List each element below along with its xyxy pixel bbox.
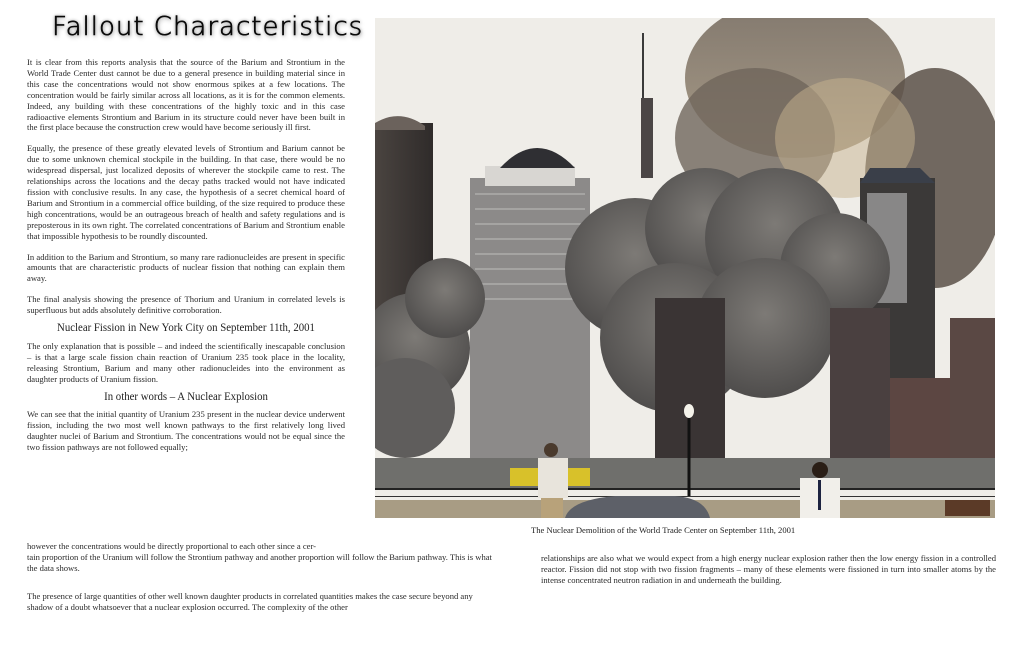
paragraph: The final analysis showing the presence of Thorium and Uranium in correlated levels is superfluous but adds absolutely definitive corroboration. — [27, 294, 345, 316]
paragraph: relationships are also what we would expect from a high energy nuclear explosion rather then the low energy fission in a controlled reactor. Fission did not stop with two fission fragments – many of these elements were fissioned in turn into smaller atoms by the intense concentrated neutron radiation in and underneath the building. — [541, 553, 996, 585]
page-title: Fallout Characteristics — [52, 12, 364, 42]
section-heading: In other words – A Nuclear Explosion — [104, 388, 268, 403]
paragraph: It is clear from this reports analysis that the source of the Barium and Strontium in the World Trade Center dust cannot be due to a general presence in building material since in this case the concentrations would not show enormous spikes at a few locations. The concentration would be fairly similar across all locations, as it is for the common elements. Indeed, any building with these concentrations of the highly toxic and in this case radioactive elements Strontium and Barium in its structure could never have been built in the first place because the construction crew would have become seriously ill first. — [27, 57, 345, 133]
text-line: however the concentrations would be directly proportional to each other since a cer- — [27, 541, 317, 551]
wtc-photo — [375, 18, 995, 518]
wide-text-block — [27, 541, 497, 574]
section-heading: Nuclear Fission in New York City on September 11th, 2001 — [57, 320, 315, 335]
building — [830, 308, 890, 458]
bench — [945, 500, 990, 516]
text-line: tain proportion of the Uranium will follow the Strontium pathway and another proportion will follow the Barium pathway. This is what the data shows. — [27, 551, 492, 573]
domed-building — [470, 148, 590, 478]
paragraph: The only explanation that is possible – and indeed the scientifically inescapable conclusion – is that a large scale fission chain reaction of Uranium 235 took place in the locality, releasing Strontium, Barium and many other radionucleides into the environment as daughter products of Uranium fission. — [27, 340, 345, 384]
paragraph: We can see that the initial quantity of Uranium 235 present in the nuclear device underwent fission, including the two most well known pathways to the first relatively long lived daughter nuclei of Barium and Strontium. The concentrations would not be equal since the two fission pathways are not followed equally; — [27, 409, 345, 453]
paragraph: In addition to the Barium and Strontium, so many rare radionucleides are present in specific amounts that are characteristic products of nuclear fission that nothing can explain them away. — [27, 251, 345, 284]
building — [890, 378, 950, 458]
left-column — [27, 57, 345, 453]
photo-illustration — [375, 18, 995, 518]
paragraph: Equally, the presence of these greatly elevated levels of Strontium and Barium cannot be due to some unknown chemical stockpile in the building. In that case, there would be no widespread dispersal, just localized deposits of wherever the stockpile came to rest. The relationships across the locations and the decay paths tracked would not have indicated fission with conclusive results. In any case, the hypothesis of a secret chemical hoard of Barium and Strontium in a commercial office building, of the size required to produce these high concentrations, would be an outrageous breach of health and safety regulations and is preposterous in its own right. The correlated concentrations of Barium and Strontium enable that impossible hypothesis to be roundly discounted. — [27, 143, 345, 241]
paragraph: The presence of large quantities of other well known daughter products in correlated quantities makes the case secure beyond any shadow of a doubt whatsoever that a nuclear explosion occurred. The complexity of the other — [27, 591, 473, 612]
building — [950, 318, 995, 458]
photo-caption: The Nuclear Demolition of the World Trade Center on September 11th, 2001 — [531, 525, 796, 535]
river — [375, 458, 995, 488]
